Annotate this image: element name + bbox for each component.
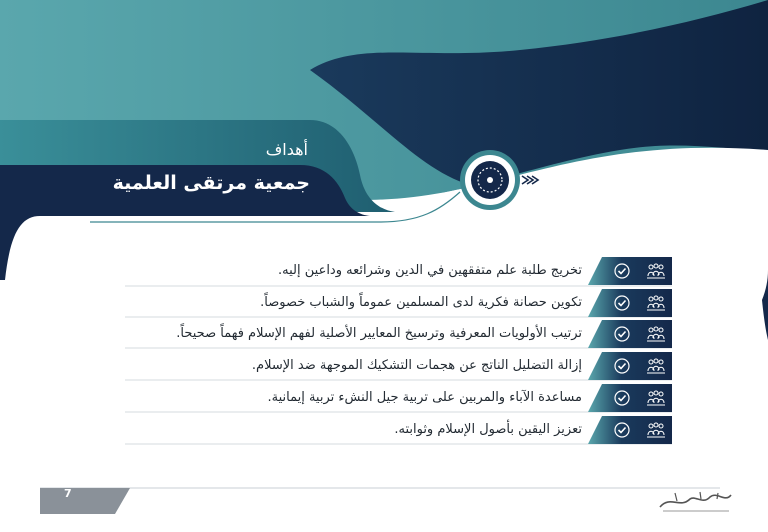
check-icon [614, 326, 630, 342]
check-icon [614, 358, 630, 374]
check-icon [614, 422, 630, 438]
goal-item [260, 289, 672, 317]
assembly-icon [646, 421, 666, 439]
goal-item [278, 257, 672, 285]
group-of-people-icon [646, 262, 666, 280]
goal-text: تكوين حصانة فكرية لدى المسلمين عموماً والشباب خصوصاً. [260, 295, 582, 310]
check-icon [614, 295, 630, 311]
goal-item [394, 416, 672, 444]
subtitle: أهداف [265, 140, 308, 159]
parents-children-icon [646, 389, 666, 407]
goal-text: إزالة التضليل الناتج عن هجمات التشكيك الموجهة ضد الإسلام. [251, 358, 582, 373]
goal-text: تخريج طلبة علم متفقهين في الدين وشرائعه وداعين إليه. [278, 263, 582, 278]
goal-text: مساعدة الآباء والمربين على تربية جيل النشء تربية إيمانية. [267, 390, 582, 405]
priority-list-icon [646, 325, 666, 343]
goal-text: ترتيب الأولويات المعرفية وترسيخ المعايير الأصلية لفهم الإسلام فهماً صحيحاً. [176, 326, 582, 341]
goal-item [176, 320, 672, 348]
page-title: جمعية مرتقى العلمية [112, 172, 310, 194]
check-icon [614, 390, 630, 406]
check-icon [614, 263, 630, 279]
page-number: 7 [64, 487, 72, 500]
goal-text: تعزيز اليقين بأصول الإسلام وثوابته. [394, 422, 582, 437]
bookshelf-icon [646, 357, 666, 375]
goal-item [267, 384, 672, 412]
calligraphy-logo [655, 487, 735, 515]
goal-item [251, 352, 672, 380]
presenter-audience-icon [646, 294, 666, 312]
